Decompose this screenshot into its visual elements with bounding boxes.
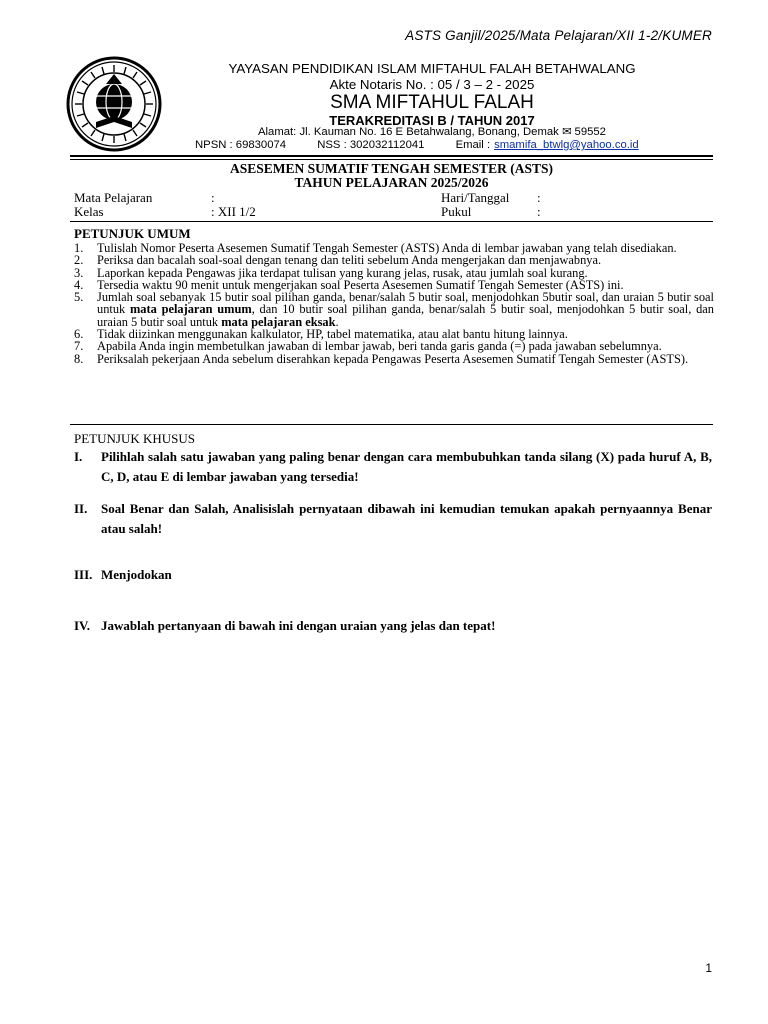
school-emblem-icon — [66, 56, 162, 152]
general-instructions-title: PETUNJUK UMUM — [74, 226, 191, 241]
academic-year: TAHUN PELAJARAN 2025/2026 — [294, 175, 489, 190]
foundation-name: YAYASAN PENDIDIKAN ISLAM MIFTAHUL FALAH BETAHWALANG — [228, 61, 636, 76]
subject-value: : — [211, 190, 215, 205]
npsn: NPSN : 69830074 — [195, 139, 287, 151]
subject-label: Mata Pelajaran — [74, 190, 153, 205]
email-label: Email : — [455, 139, 491, 151]
school-address: Alamat: Jl. Kauman No. 16 E Betahwalang, Bonang, Demak ✉ 59552 — [258, 126, 606, 138]
list-item: 7. Apabila Anda ingin membetulkan jawaban di lembar jawab, beri tanda garis ganda (=) pada jawaban sebelumnya. — [74, 339, 662, 354]
special-item-4: IV. Jawablah pertanyaan di bawah ini dengan uraian yang jelas dan tepat! — [74, 618, 496, 633]
exam-title: ASESEMEN SUMATIF TENGAH SEMESTER (ASTS) — [229, 161, 554, 176]
list-item: 2. Periksa dan bacalah soal-soal dengan tenang dan teliti sebelum Anda mengerjakan dan menjawabnya. — [74, 253, 602, 268]
special-instructions-title: PETUNJUK KHUSUS — [74, 431, 195, 446]
info-divider — [70, 221, 713, 222]
special-item-3: III. Menjodokan — [74, 567, 172, 582]
header-divider-thick — [70, 155, 713, 157]
time-value: : — [537, 204, 541, 219]
list-item: 3. Laporkan kepada Pengawas jika terdapat tulisan yang kurang jelas, rusak, atau jumlah soal kurang. — [74, 265, 588, 280]
general-divider — [70, 424, 713, 425]
date-value: : — [537, 190, 541, 205]
special-item-1: I. Pilihlah salah satu jawaban yang paling benar dengan cara membubuhkan tanda silang (X) pada huruf A, B, C, D, atau E di lembar jawaban yang tersedia! — [74, 449, 712, 484]
email-link[interactable]: smamifa_btwlg@yahoo.co.id — [494, 139, 639, 151]
school-name: SMA MIFTAHUL FALAH — [330, 92, 534, 113]
page-number: 1 — [705, 961, 712, 975]
akte-notaris: Akte Notaris No. : 05 / 3 – 2 - 2025 — [329, 77, 535, 92]
list-item: 4. Tersedia waktu 90 menit untuk mengerjakan soal Peserta Asesemen Sumatif Tengah Semester (ASTS) ini. — [74, 277, 624, 292]
list-item: 6. Tidak diizinkan menggunakan kalkulator, HP, tabel matematika, atau alat bantu hitung lainnya. — [74, 327, 568, 342]
header-divider-thin — [70, 159, 713, 160]
school-ids — [195, 140, 639, 151]
accreditation: TERAKREDITASI B / TAHUN 2017 — [329, 113, 535, 128]
time-label: Pukul — [441, 204, 472, 219]
list-item: 8. Periksalah pekerjaan Anda sebelum diserahkan kepada Pengawas Peserta Asesemen Sumatif Tengah Semester (ASTS). — [74, 351, 689, 366]
class-label: Kelas — [74, 204, 104, 219]
class-value: : XII 1/2 — [211, 204, 256, 219]
general-instructions-list — [74, 242, 714, 365]
nss: NSS : 302032112041 — [317, 139, 425, 151]
date-label: Hari/Tanggal — [441, 190, 510, 205]
special-item-2: II. Soal Benar dan Salah, Analisislah pernyataan dibawah ini kemudian temukan apakah pernyaannya Benar atau salah! — [74, 501, 712, 536]
list-item: 1. Tulislah Nomor Peserta Asesemen Sumatif Tengah Semester (ASTS) Anda di lembar jawaban yang telah disediakan. — [74, 241, 677, 255]
document-code: ASTS Ganjil/2025/Mata Pelajaran/XII 1-2/KUMER — [405, 28, 712, 43]
list-item: 5. Jumlah soal sebanyak 15 butir soal pilihan ganda, benar/salah 5 butir soal, menjodohkan 5butir soal, dan uraian 5 butir soal untuk mata pelajaran umum, dan 10 butir soal pilihan ganda, benar/salah 5 butir soal, menjodohkan 5 butir soal, dan uraian 5 butir soal untuk mata pelajaran eksak. — [74, 290, 714, 329]
